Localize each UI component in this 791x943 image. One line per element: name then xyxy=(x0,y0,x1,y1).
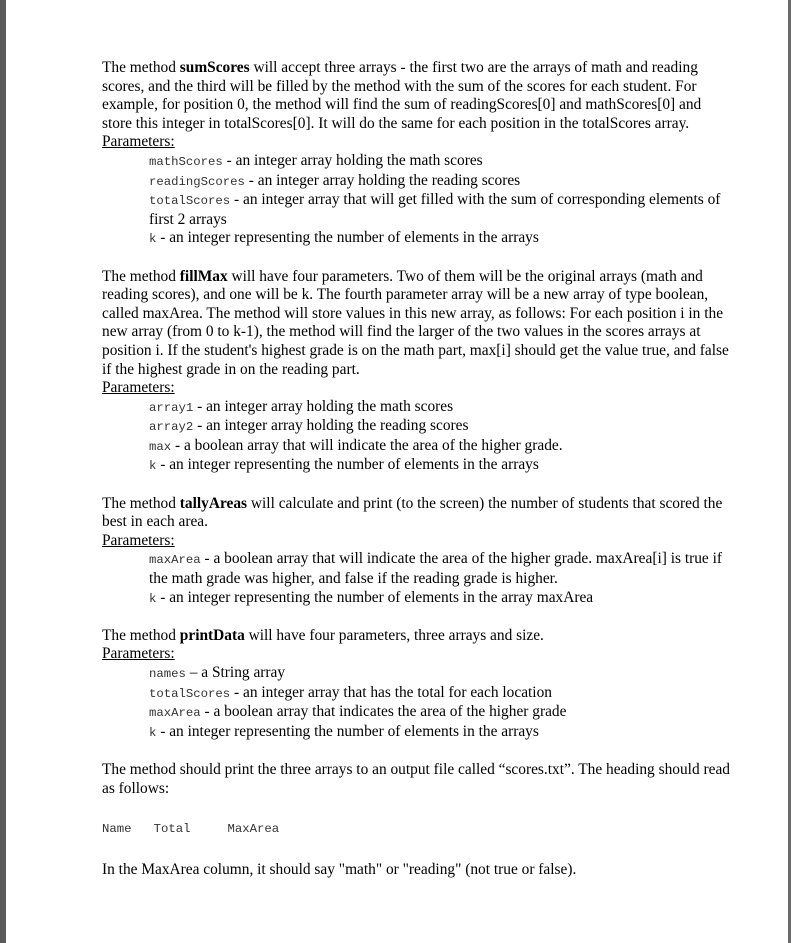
left-border xyxy=(0,0,6,943)
parameters-list xyxy=(102,550,732,608)
output-heading-example: Name Total MaxArea xyxy=(102,822,280,837)
param-item: names – a String array xyxy=(149,664,286,681)
fillmax-description: The method fillMax will have four parameters. Two of them will be the original arrays (math and reading scores), and one will be k. The fourth parameter array will be a new array of type boolean, called maxArea. The method will store values in this new array, as follows: For each position i in the new array (from 0 to k-1), the method will find the larger of the two values in the scores arrays at position i. If the student's highest grade is on the math part, max[i] should get the value true, and false if the highest grade in on the reading part. xyxy=(102,267,729,378)
param-item: readingScores - an integer array holding the reading scores xyxy=(149,171,521,189)
parameters-heading: Parameters: xyxy=(102,133,175,151)
printdata-description: The method printData will have four parameters, three arrays and size. xyxy=(102,626,544,644)
param-item: maxArea - a boolean array that indicates the area of the higher grade xyxy=(149,703,567,721)
sumscores-description: The method sumScores will accept three arrays - the first two are the arrays of math and reading scores, and the third will be filled by the method with the sum of the scores for each student. For example, for position 0, the method will find the sum of readingScores[0] and mathScores[0] and store this integer in totalScores[0]. It will do the same for each position in the totalScores array. xyxy=(102,59,702,132)
method-name: printData xyxy=(179,626,245,644)
parameters-list xyxy=(102,152,732,249)
param-item: k - an integer representing the number of elements in the arrays xyxy=(149,456,539,474)
param-item: totalScores - an integer array that will get filled with the sum of corresponding elements of first 2 arrays xyxy=(149,191,721,228)
param-item: mathScores - an integer array holding the math scores xyxy=(149,151,483,169)
parameters-heading: Parameters: xyxy=(102,379,175,397)
param-item: k - an integer representing the number of elements in the arrays xyxy=(149,229,539,247)
parameters-heading: Parameters: xyxy=(102,531,175,549)
maxarea-column-note: In the MaxArea column, it should say "math" or "reading" (not true or false). xyxy=(102,860,577,878)
tallyareas-description: The method tallyAreas will calculate and print (to the screen) the number of students that scored the best in each area. xyxy=(102,494,723,531)
param-item: array1 - an integer array holding the math scores xyxy=(149,397,454,415)
param-item: array2 - an integer array holding the reading scores xyxy=(149,417,469,435)
parameters-list xyxy=(102,664,732,742)
document-page xyxy=(102,59,732,879)
method-name: fillMax xyxy=(179,267,228,285)
param-item: k - an integer representing the number of elements in the arrays xyxy=(149,722,539,740)
param-item: maxArea - a boolean array that will indicate the area of the higher grade. maxArea[i] is true if the math grade was higher, and false if the reading grade is higher. xyxy=(149,550,722,588)
parameters-list xyxy=(102,398,732,476)
method-name: sumScores xyxy=(179,59,250,76)
output-file-note: The method should print the three arrays to an output file called “scores.txt”. The heading should read as follows: xyxy=(102,760,730,797)
param-item: k - an integer representing the number of elements in the array maxArea xyxy=(149,588,594,606)
parameters-heading: Parameters: xyxy=(102,645,175,663)
method-name: tallyAreas xyxy=(179,494,248,512)
param-item: max - a boolean array that will indicate the area of the higher grade. xyxy=(149,436,563,454)
param-item: totalScores - an integer array that has the total for each location xyxy=(149,683,552,701)
